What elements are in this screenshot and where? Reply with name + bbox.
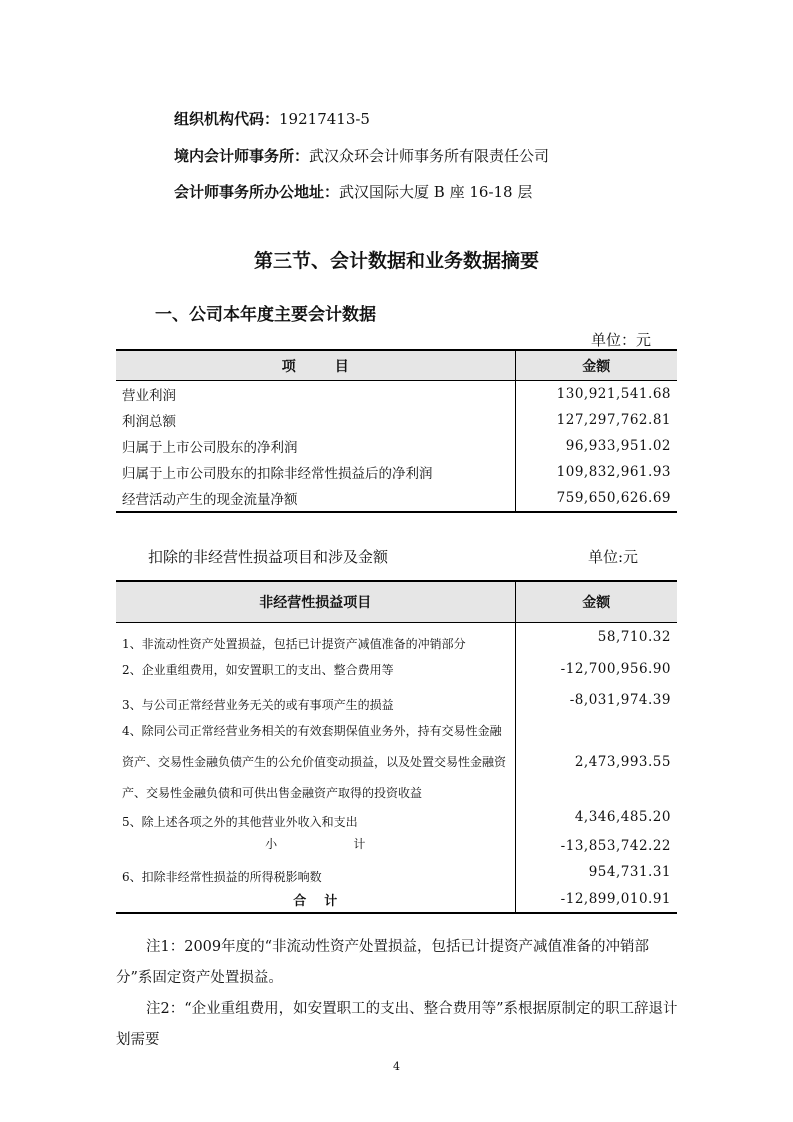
accounting-firm-value: 武汉众环会计师事务所有限责任公司 <box>309 147 550 165</box>
org-code-value: 19217413-5 <box>279 110 370 128</box>
row-amount: 2,473,993.55 <box>574 754 671 770</box>
table-row <box>116 381 677 408</box>
row-item: 经营活动产生的现金流量净额 <box>116 485 515 512</box>
note-2: 注2：“企业重组费用，如安置职工的支出、整合费用等”系根据原制定的职工辞退计划需要 <box>116 1001 678 1048</box>
page-number: 4 <box>393 1060 400 1073</box>
row-item: 5、除上述各项之外的其他营业外收入和支出 <box>116 809 515 835</box>
row-amount: 58,710.32 <box>597 629 671 645</box>
row-item: 归属于上市公司股东的扣除非经常性损益后的净利润 <box>116 459 515 485</box>
table-row <box>116 716 677 809</box>
column-header-item: 非经营性损益项目 <box>116 581 515 623</box>
total-label: 合 计 <box>116 887 515 913</box>
row-amount: -8,031,974.39 <box>569 692 671 708</box>
table2-caption: 扣除的非经营性损益项目和涉及金额 <box>148 548 389 566</box>
row-amount: -12,700,956.90 <box>560 661 671 677</box>
subtotal-amount: -13,853,742.22 <box>560 837 671 854</box>
subtotal-label: 小 计 <box>116 835 515 857</box>
table-row <box>116 887 677 913</box>
row-amount: 4,346,485.20 <box>574 808 671 825</box>
row-amount: 109,832,961.93 <box>556 464 671 480</box>
row-amount: 96,933,951.02 <box>565 438 671 454</box>
note-1: 注1：2009年度的“非流动性资产处置损益，包括已计提资产减值准备的冲销部分”系固定资产处置损益。 <box>116 939 650 986</box>
row-item-line: 资产、交易性金融负债产生的公允价值变动损益，以及处置交易性金融资 <box>122 754 507 769</box>
row-item: 6、扣除非经常性损益的所得税影响数 <box>116 857 515 887</box>
table-row <box>116 809 677 835</box>
row-amount: 127,297,762.81 <box>556 412 671 428</box>
accounting-firm-line: 境内会计师事务所：武汉众环会计师事务所有限责任公司 <box>174 147 550 165</box>
row-item-line: 产、交易性金融负债和可供出售金融资产取得的投资收益 <box>122 785 423 800</box>
row-amount: 954,731.31 <box>588 863 671 880</box>
row-item: 1、非流动性资产处置损益，包括已计提资产减值准备的冲销部分 <box>116 623 515 654</box>
firm-address-line: 会计师事务所办公地址：武汉国际大厦 B 座 16-18 层 <box>174 183 533 201</box>
table-header-row <box>116 581 677 623</box>
row-item: 2、企业重组费用，如安置职工的支出、整合费用等 <box>116 654 515 685</box>
row-item: 归属于上市公司股东的净利润 <box>116 433 515 459</box>
table2-unit: 单位:元 <box>588 548 639 566</box>
table-row <box>116 459 677 485</box>
org-code-label: 组织机构代码： <box>174 110 280 128</box>
subsection-title: 一、公司本年度主要会计数据 <box>155 305 376 325</box>
non-recurring-items-table <box>116 580 677 914</box>
row-amount: 759,650,626.69 <box>556 490 671 506</box>
main-accounting-data-table <box>116 349 677 513</box>
table-row <box>116 433 677 459</box>
column-header-amount: 金额 <box>515 350 677 381</box>
table-row <box>116 407 677 433</box>
row-item: 利润总额 <box>116 407 515 433</box>
table-row <box>116 685 677 716</box>
column-header-item: 项 目 <box>116 350 515 381</box>
row-item <box>116 716 515 809</box>
table-header-row <box>116 350 677 381</box>
org-code-line <box>174 108 370 129</box>
table1-unit: 单位：元 <box>590 331 651 349</box>
total-amount: -12,899,010.91 <box>560 891 671 907</box>
table-row <box>116 835 677 857</box>
row-item-line: 4、除同公司正常经营业务相关的有效套期保值业务外，持有交易性金融 <box>122 723 502 738</box>
row-item: 营业利润 <box>116 381 515 408</box>
column-header-amount: 金额 <box>515 581 677 623</box>
section-title: 第三节、会计数据和业务数据摘要 <box>253 250 539 272</box>
table-row <box>116 623 677 654</box>
accounting-firm-label: 境内会计师事务所 <box>174 147 295 165</box>
row-amount: 130,921,541.68 <box>556 386 671 402</box>
row-item: 3、与公司正常经营业务无关的或有事项产生的损益 <box>116 685 515 716</box>
table-row <box>116 654 677 685</box>
firm-address-value: 武汉国际大厦 B 座 16-18 层 <box>339 183 533 201</box>
firm-address-label: 会计师事务所办公地址 <box>174 183 325 201</box>
table-row <box>116 857 677 887</box>
table-row <box>116 485 677 512</box>
